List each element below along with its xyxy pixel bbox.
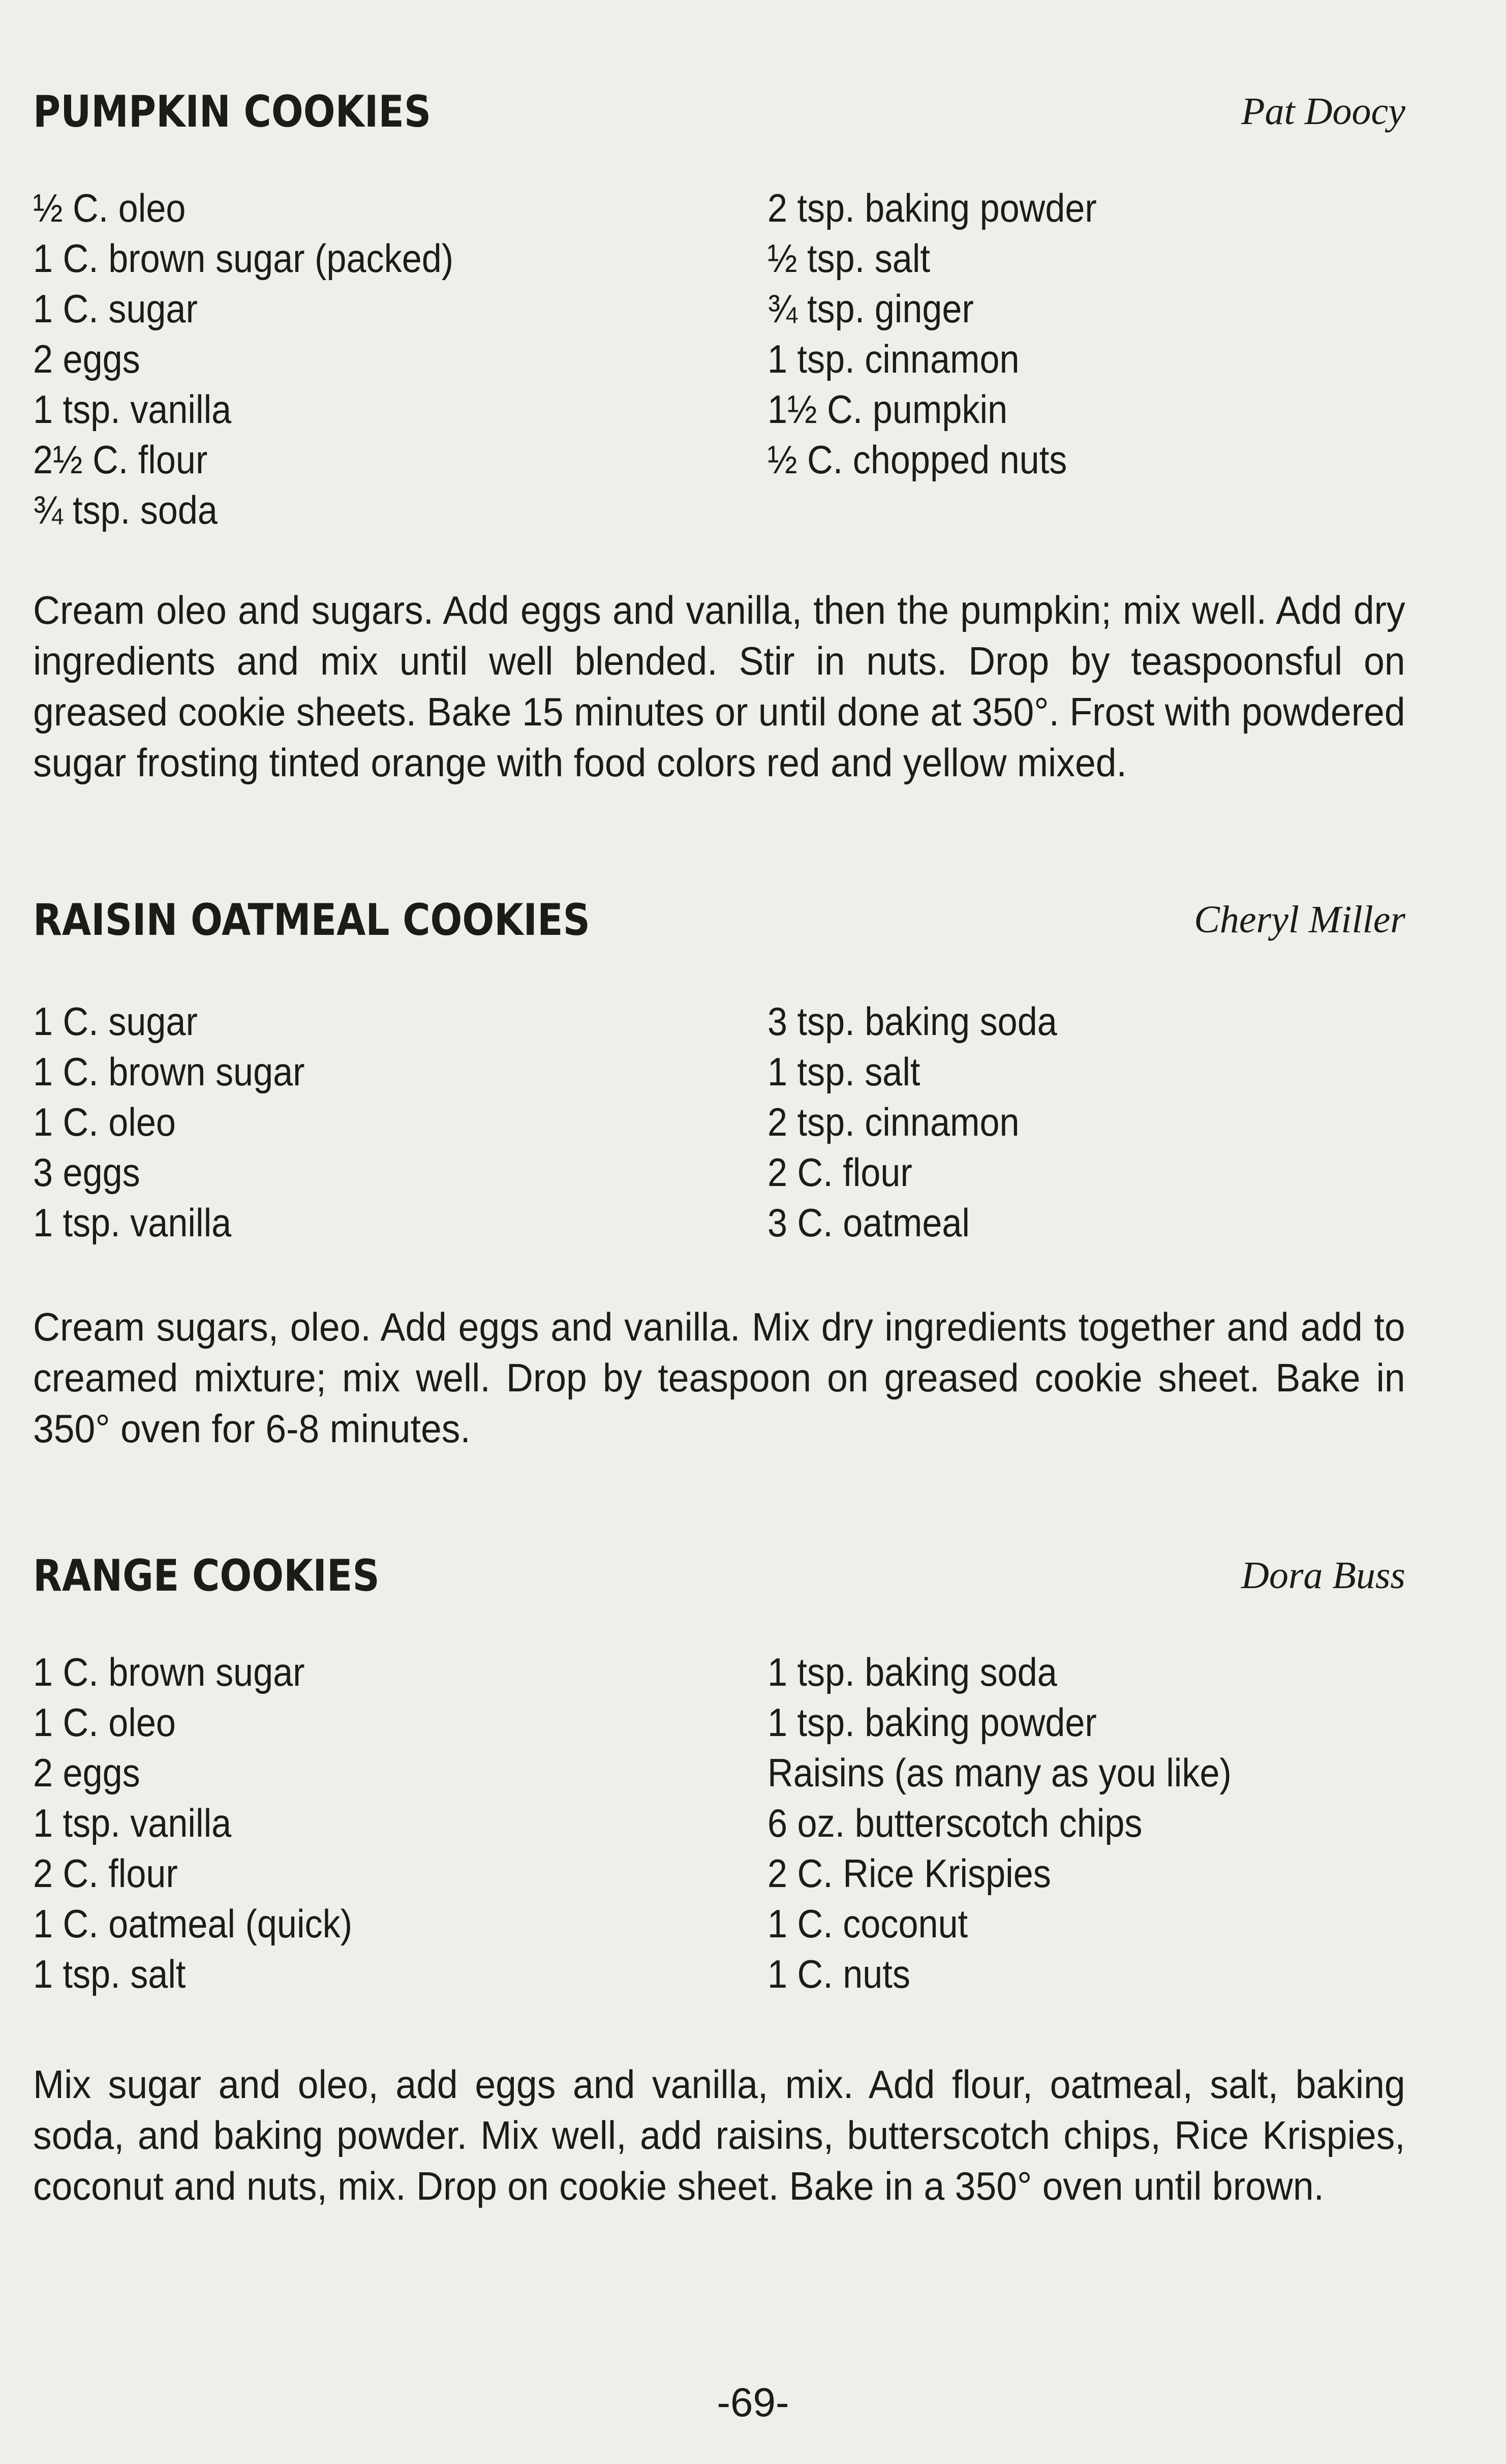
ingredient: 1 tsp. salt xyxy=(767,1049,920,1094)
ingredient: ½ tsp. salt xyxy=(767,236,930,281)
ingredient: 2 C. flour xyxy=(767,1150,912,1195)
recipe-title: RANGE COOKIES xyxy=(33,1550,380,1601)
page-number: -69- xyxy=(717,2380,789,2425)
recipe-range-cookies xyxy=(33,1550,1405,2208)
ingredient: 1 C. nuts xyxy=(767,1952,910,1996)
recipe-author: Dora Buss xyxy=(1241,1554,1405,1597)
recipe-author: Pat Doocy xyxy=(1241,90,1405,133)
ingredient: 2 tsp. cinnamon xyxy=(767,1100,1020,1144)
ingredient: 2 eggs xyxy=(33,337,140,381)
ingredient: ½ C. oleo xyxy=(33,186,186,230)
recipe-pumpkin-cookies xyxy=(33,86,1405,785)
recipe-directions: Cream sugars, oleo. Add eggs and vanilla. Mix dry ingredients together and add to creamed mixture; mix well. Drop by teaspoon on greased cookie sheet. Bake in 350° oven for 6-8 minutes. xyxy=(33,1304,1405,1451)
ingredient: 3 C. oatmeal xyxy=(767,1200,970,1245)
recipe-directions: Cream oleo and sugars. Add eggs and vanilla, then the pumpkin; mix well. Add dry ingredients and mix until well blended. Stir in nuts. Drop by teaspoonsful on greased cookie sheets. Bake 15 minutes or until done at 350°. Frost with powdered sugar frosting tinted orange with food colors red and yellow mixed. xyxy=(33,588,1405,785)
ingredient: 1 tsp. cinnamon xyxy=(767,337,1020,381)
ingredients-left xyxy=(33,1647,388,1999)
recipe-header xyxy=(33,86,1405,147)
ingredients-left xyxy=(33,996,335,1248)
recipe-raisin-oatmeal-cookies xyxy=(33,895,1405,1451)
ingredient: 1 tsp. baking powder xyxy=(767,1700,1097,1745)
ingredient: 1 C. brown sugar xyxy=(33,1049,305,1094)
ingredient: 1 C. oleo xyxy=(33,1100,176,1144)
ingredient: ¾ tsp. soda xyxy=(33,488,218,532)
ingredient: 3 tsp. baking soda xyxy=(767,999,1057,1044)
ingredient: 2 eggs xyxy=(33,1750,140,1795)
ingredient: ¾ tsp. ginger xyxy=(767,286,974,331)
ingredient: 2½ C. flour xyxy=(33,437,208,482)
recipe-header xyxy=(33,1550,1405,1611)
ingredient: 3 eggs xyxy=(33,1150,140,1195)
ingredients-right xyxy=(767,183,1133,485)
ingredient: 1 C. brown sugar xyxy=(33,1650,305,1694)
ingredient: Raisins (as many as you like) xyxy=(767,1750,1232,1795)
recipe-author: Cheryl Miller xyxy=(1194,898,1405,941)
ingredient: 1 tsp. baking soda xyxy=(767,1650,1057,1694)
ingredient: ½ C. chopped nuts xyxy=(767,437,1067,482)
ingredients-right xyxy=(767,1647,1283,1999)
ingredients-left xyxy=(33,183,500,535)
ingredient: 1 tsp. vanilla xyxy=(33,1801,232,1845)
ingredient: 1 tsp. salt xyxy=(33,1952,186,1996)
ingredient: 2 C. flour xyxy=(33,1851,178,1896)
ingredient: 1 C. sugar xyxy=(33,999,198,1044)
recipe-header xyxy=(33,895,1405,956)
ingredient: 1 C. sugar xyxy=(33,286,198,331)
recipe-title: PUMPKIN COOKIES xyxy=(33,86,432,137)
ingredient: 6 oz. butterscotch chips xyxy=(767,1801,1143,1845)
ingredient: 2 tsp. baking powder xyxy=(767,186,1097,230)
ingredient: 1 tsp. vanilla xyxy=(33,387,232,432)
ingredient: 1 C. oleo xyxy=(33,1700,176,1745)
ingredient: 1 C. oatmeal (quick) xyxy=(33,1901,353,1946)
ingredient: 1 tsp. vanilla xyxy=(33,1200,232,1245)
ingredient: 1½ C. pumpkin xyxy=(767,387,1008,432)
ingredient: 2 C. Rice Krispies xyxy=(767,1851,1051,1896)
ingredient: 1 C. coconut xyxy=(767,1901,968,1946)
recipe-title: RAISIN OATMEAL COOKIES xyxy=(33,895,590,946)
recipe-directions: Mix sugar and oleo, add eggs and vanilla, mix. Add flour, oatmeal, salt, baking soda, and baking powder. Mix well, add raisins, butterscotch chips, Rice Krispies, coconut and nuts, mix. Drop on cookie sheet. Bake in a 350° oven until brown. xyxy=(33,2062,1405,2208)
ingredient: 1 C. brown sugar (packed) xyxy=(33,236,454,281)
ingredients-right xyxy=(767,996,1089,1248)
